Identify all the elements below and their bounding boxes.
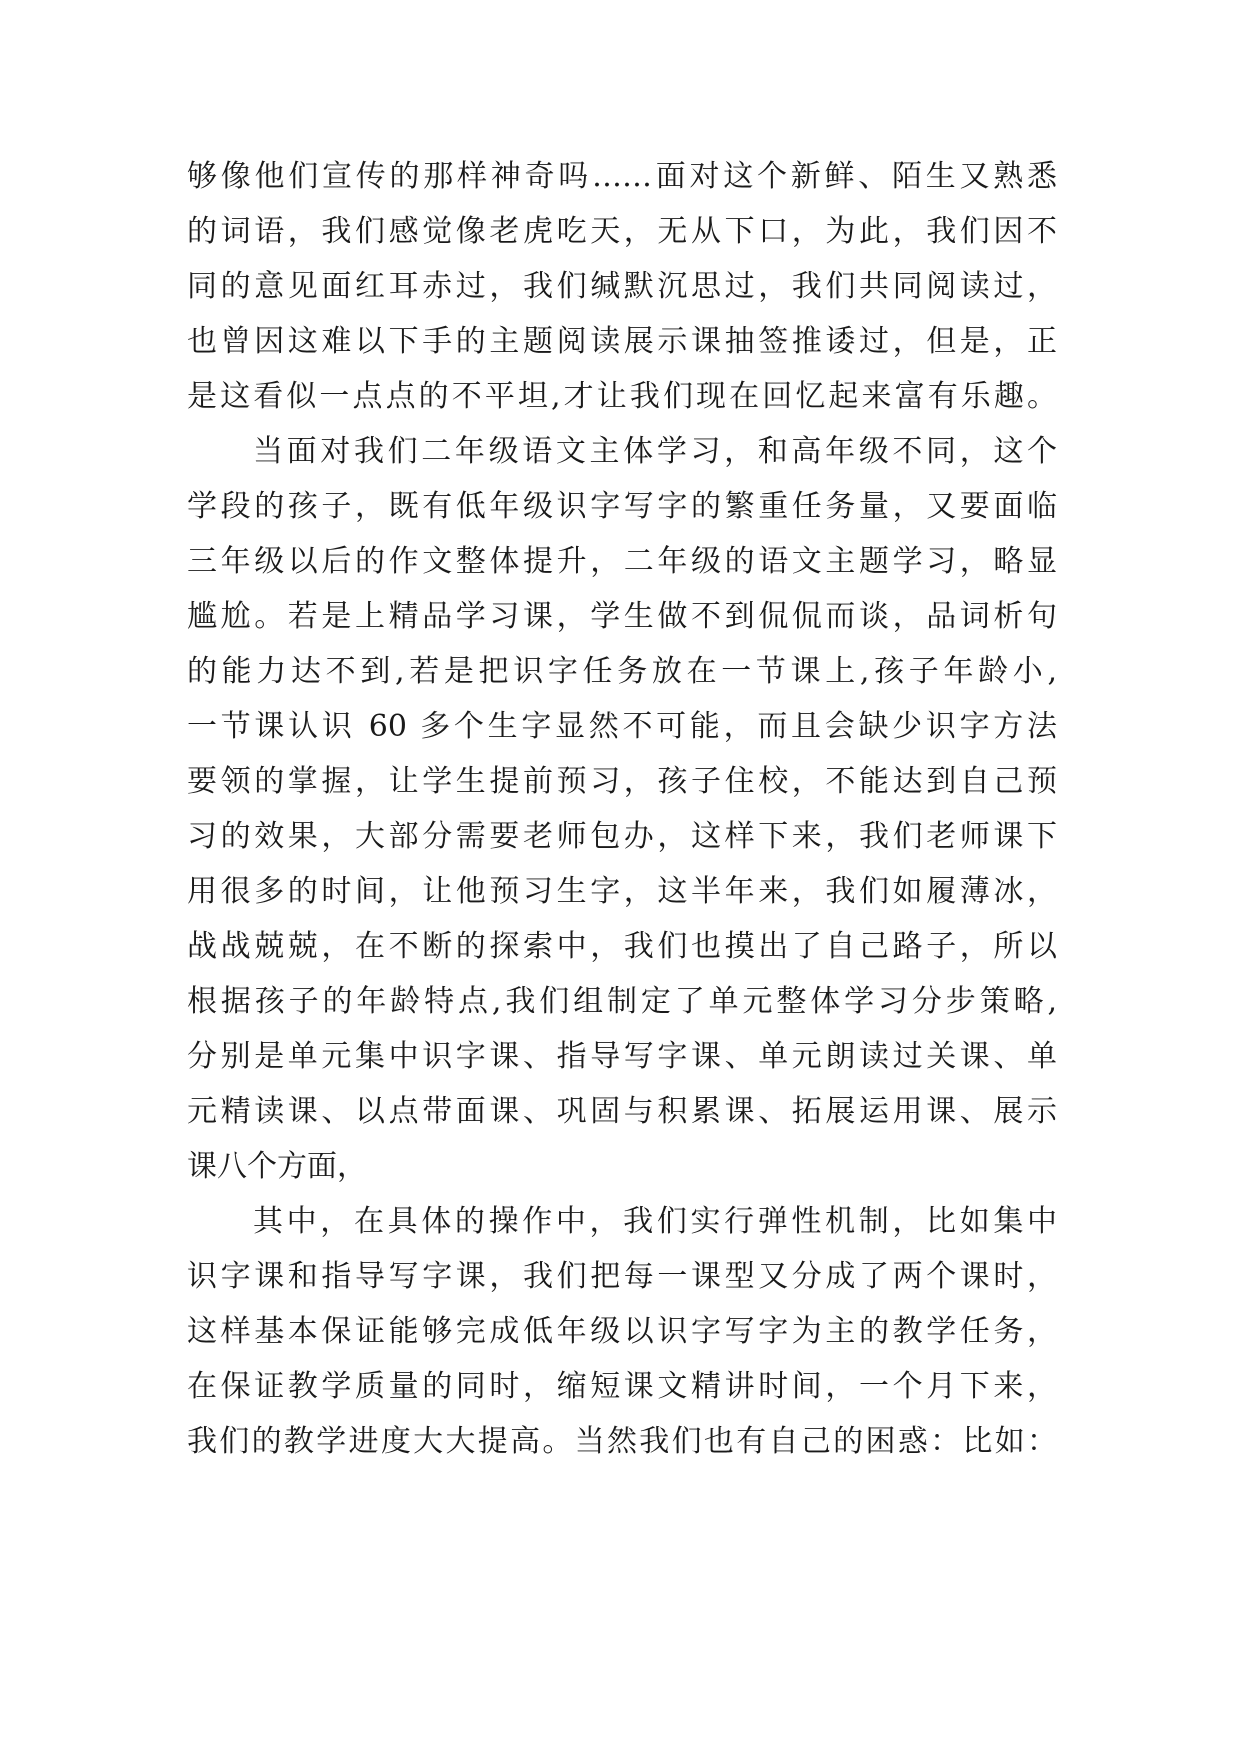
text-line: 我们的教学进度大大提高。当然我们也有自己的困惑：比如： (187, 1424, 1057, 1459)
text-line: 的词语，我们感觉像老虎吃天，无从下口，为此，我们因不 (187, 214, 1057, 249)
text-line: 尴尬。若是上精品学习课，学生做不到侃侃而谈，品词析句 (187, 599, 1057, 634)
text-line: 分别是单元集中识字课、指导写字课、单元朗读过关课、单 (187, 1039, 1057, 1074)
text-line: 用很多的时间，让他预习生字，这半年来，我们如履薄冰， (187, 874, 1057, 909)
text-line: 要领的掌握，让学生提前预习，孩子住校，不能达到自己预 (187, 764, 1057, 799)
text-line: 在保证教学质量的同时，缩短课文精讲时间，一个月下来， (187, 1369, 1057, 1404)
text-line: 识字课和指导写字课，我们把每一课型又分成了两个课时， (187, 1259, 1057, 1294)
text-line: 这样基本保证能够完成低年级以识字写字为主的教学任务， (187, 1314, 1057, 1349)
text-line: 习的效果，大部分需要老师包办，这样下来，我们老师课下 (187, 819, 1057, 854)
text-line: 战战兢兢，在不断的探索中，我们也摸出了自己路子，所以 (187, 929, 1057, 964)
text-line: 根据孩子的年龄特点,我们组制定了单元整体学习分步策略, (187, 984, 1057, 1019)
text-line: 是这看似一点点的不平坦,才让我们现在回忆起来富有乐趣。 (187, 379, 1057, 414)
text-line: 三年级以后的作文整体提升，二年级的语文主题学习，略显 (187, 544, 1057, 579)
text-line: 一节课认识 60 多个生字显然不可能，而且会缺少识字方法 (187, 709, 1057, 744)
text-line: 的能力达不到,若是把识字任务放在一节课上,孩子年龄小, (187, 654, 1057, 689)
paragraph-start-line: 其中，在具体的操作中，我们实行弹性机制，比如集中 (253, 1204, 1057, 1239)
text-line: 够像他们宣传的那样神奇吗……面对这个新鲜、陌生又熟悉 (187, 159, 1057, 194)
text-line: 课八个方面， (187, 1149, 367, 1184)
paragraph-start-line: 当面对我们二年级语文主体学习，和高年级不同，这个 (253, 434, 1057, 469)
text-line: 元精读课、以点带面课、巩固与积累课、拓展运用课、展示 (187, 1094, 1057, 1129)
text-line: 学段的孩子，既有低年级识字写字的繁重任务量，又要面临 (187, 489, 1057, 524)
text-line: 也曾因这难以下手的主题阅读展示课抽签推诿过，但是，正 (187, 324, 1057, 359)
text-line: 同的意见面红耳赤过，我们缄默沉思过，我们共同阅读过， (187, 269, 1057, 304)
